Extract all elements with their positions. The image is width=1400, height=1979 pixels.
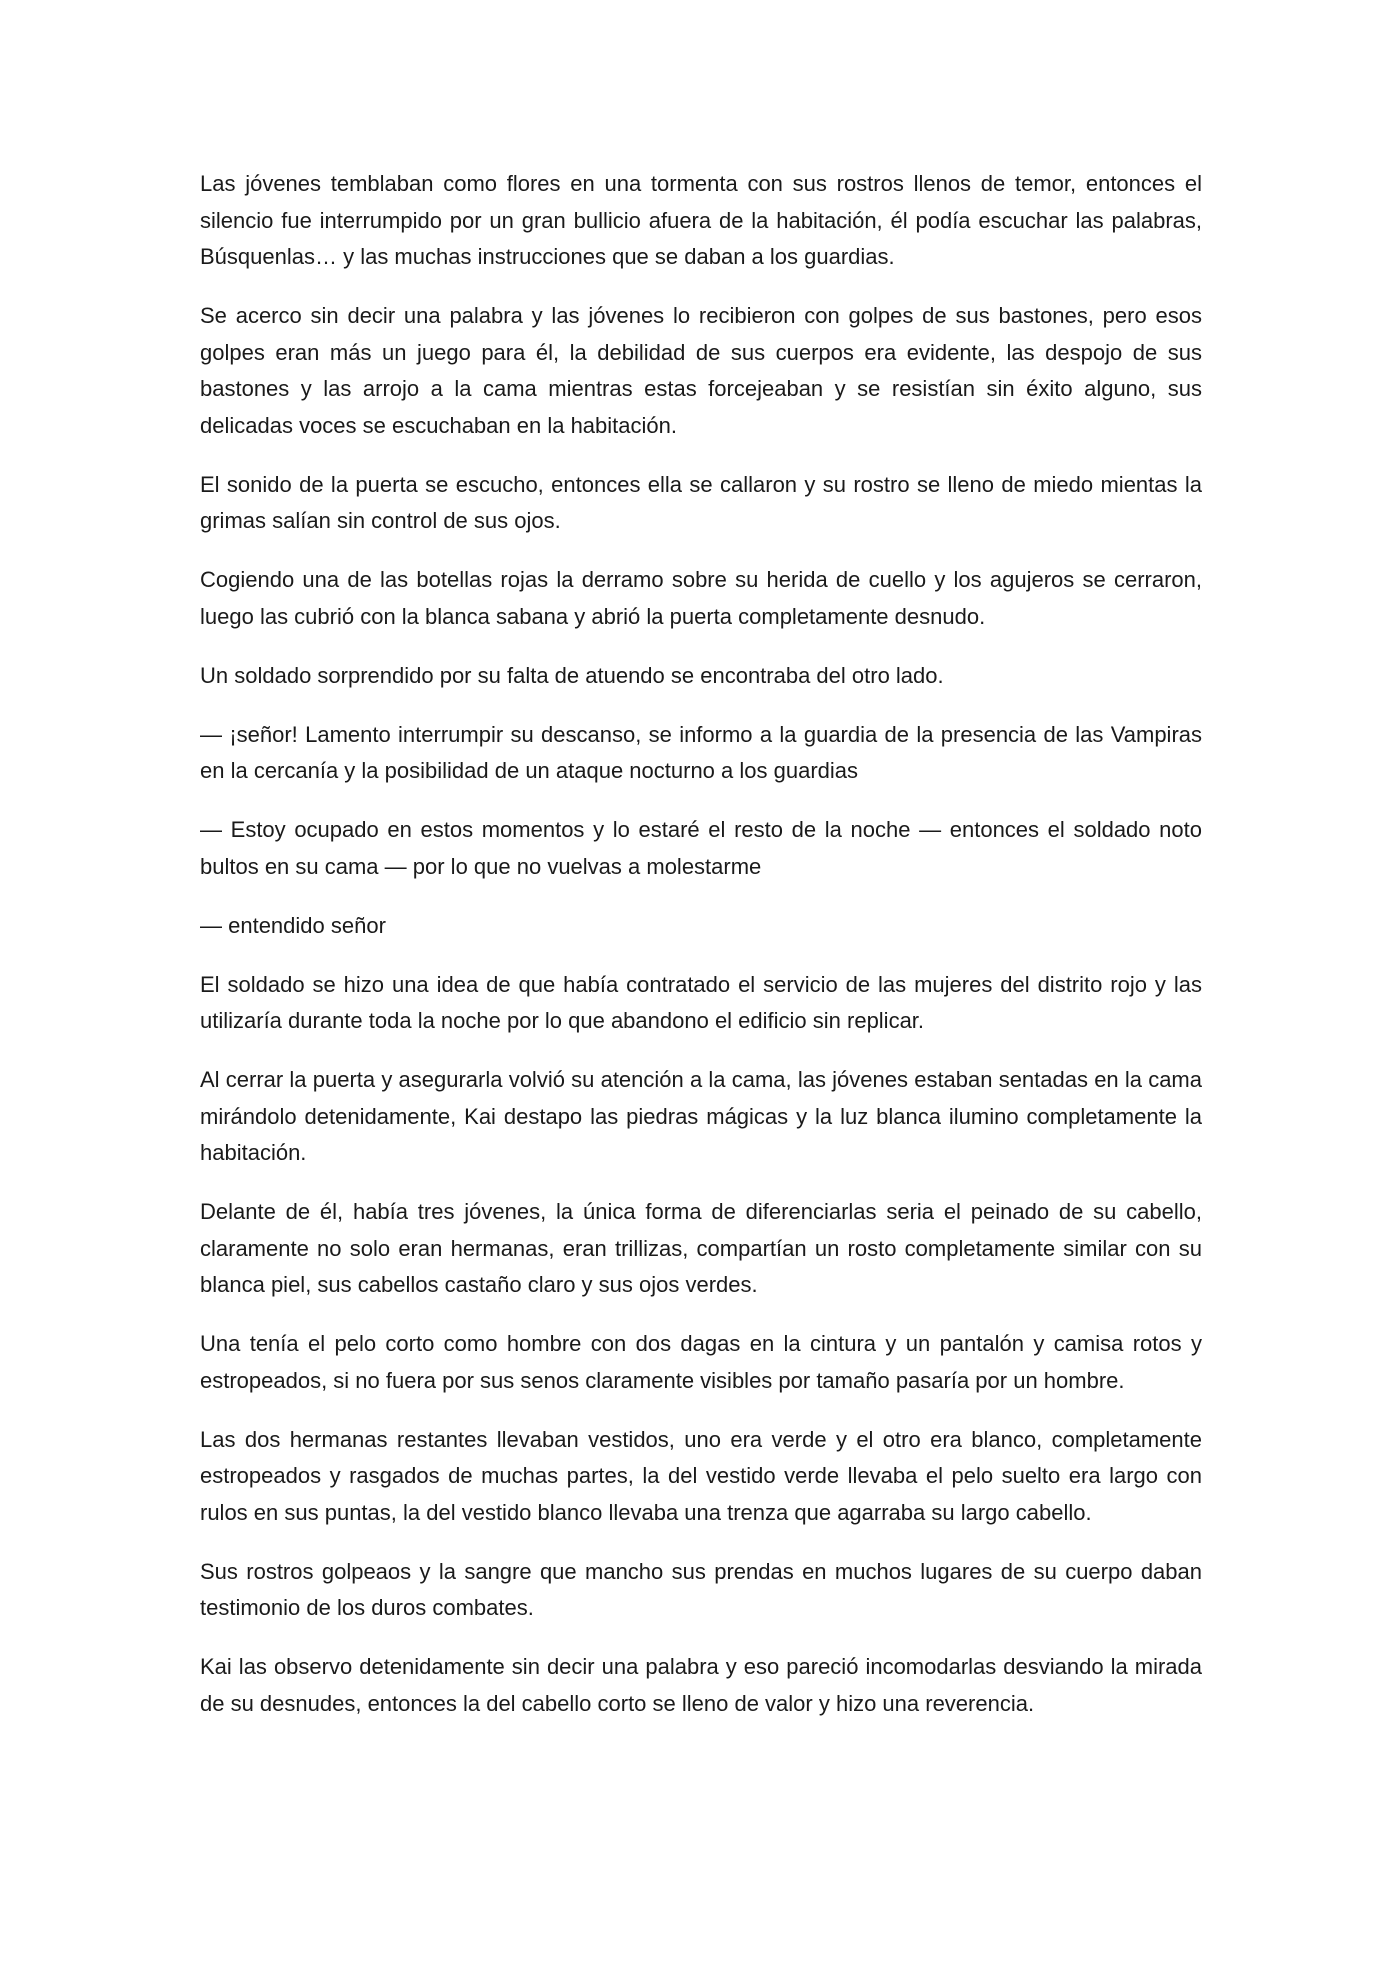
paragraph-8-dialogue: — entendido señor (200, 912, 386, 938)
paragraph-1: Las jóvenes temblaban como flores en una tormenta con sus rostros llenos de temor, entonces el silencio fue interrumpido por un gran bullicio afuera de la habitación, él podía escuchar las palabras, Búsquenlas… y las muchas instrucciones que se daban a los guardias. (200, 171, 1202, 269)
body-text (200, 166, 1202, 1722)
paragraph-12: Una tenía el pelo corto como hombre con dos dagas en la cintura y un pantalón y camisa rotos y estropeados, si no fuera por sus senos claramente visibles por tamaño pasaría por un hombre. (200, 1331, 1202, 1393)
paragraph-11: Delante de él, había tres jóvenes, la única forma de diferenciarlas seria el peinado de su cabello, claramente no solo eran hermanas, eran trillizas, compartían un rosto completamente similar con su blanca piel, sus cabellos castaño claro y sus ojos verdes. (200, 1199, 1202, 1297)
paragraph-10: Al cerrar la puerta y asegurarla volvió su atención a la cama, las jóvenes estaban sentadas en la cama mirándolo detenidamente, Kai destapo las piedras mágicas y la luz blanca ilumino completamente la habitación. (200, 1067, 1202, 1165)
paragraph-3: El sonido de la puerta se escucho, entonces ella se callaron y su rostro se lleno de miedo mientas la grimas salían sin control de sus ojos. (200, 471, 1202, 533)
paragraph-2: Se acerco sin decir una palabra y las jóvenes lo recibieron con golpes de sus bastones, pero esos golpes eran más un juego para él, la debilidad de sus cuerpos era evidente, las despojo de sus bastones y las arrojo a la cama mientras estas forcejeaban y se resistían sin éxito alguno, sus delicadas voces se escuchaban en la habitación. (200, 303, 1202, 438)
paragraph-15: Kai las observo detenidamente sin decir una palabra y eso pareció incomodarlas desviando la mirada de su desnudes, entonces la del cabello corto se lleno de valor y hizo una reverencia. (200, 1654, 1202, 1716)
paragraph-6-dialogue: — ¡señor! Lamento interrumpir su descanso, se informo a la guardia de la presencia de las Vampiras en la cercanía y la posibilidad de un ataque nocturno a los guardias (200, 721, 1202, 783)
paragraph-7-dialogue: — Estoy ocupado en estos momentos y lo estaré el resto de la noche — entonces el soldado noto bultos en su cama — por lo que no vuelvas a molestarme (200, 817, 1202, 879)
paragraph-9: El soldado se hizo una idea de que había contratado el servicio de las mujeres del distrito rojo y las utilizaría durante toda la noche por lo que abandono el edificio sin replicar. (200, 971, 1202, 1033)
paragraph-14: Sus rostros golpeaos y la sangre que mancho sus prendas en muchos lugares de su cuerpo daban testimonio de los duros combates. (200, 1558, 1202, 1620)
paragraph-5: Un soldado sorprendido por su falta de atuendo se encontraba del otro lado. (200, 662, 944, 688)
paragraph-4: Cogiendo una de las botellas rojas la derramo sobre su herida de cuello y los agujeros se cerraron, luego las cubrió con la blanca sabana y abrió la puerta completamente desnudo. (200, 567, 1202, 629)
paragraph-13: Las dos hermanas restantes llevaban vestidos, uno era verde y el otro era blanco, completamente estropeados y rasgados de muchas partes, la del vestido verde llevaba el pelo suelto era largo con rulos en sus puntas, la del vestido blanco llevaba una trenza que agarraba su largo cabello. (200, 1426, 1202, 1525)
